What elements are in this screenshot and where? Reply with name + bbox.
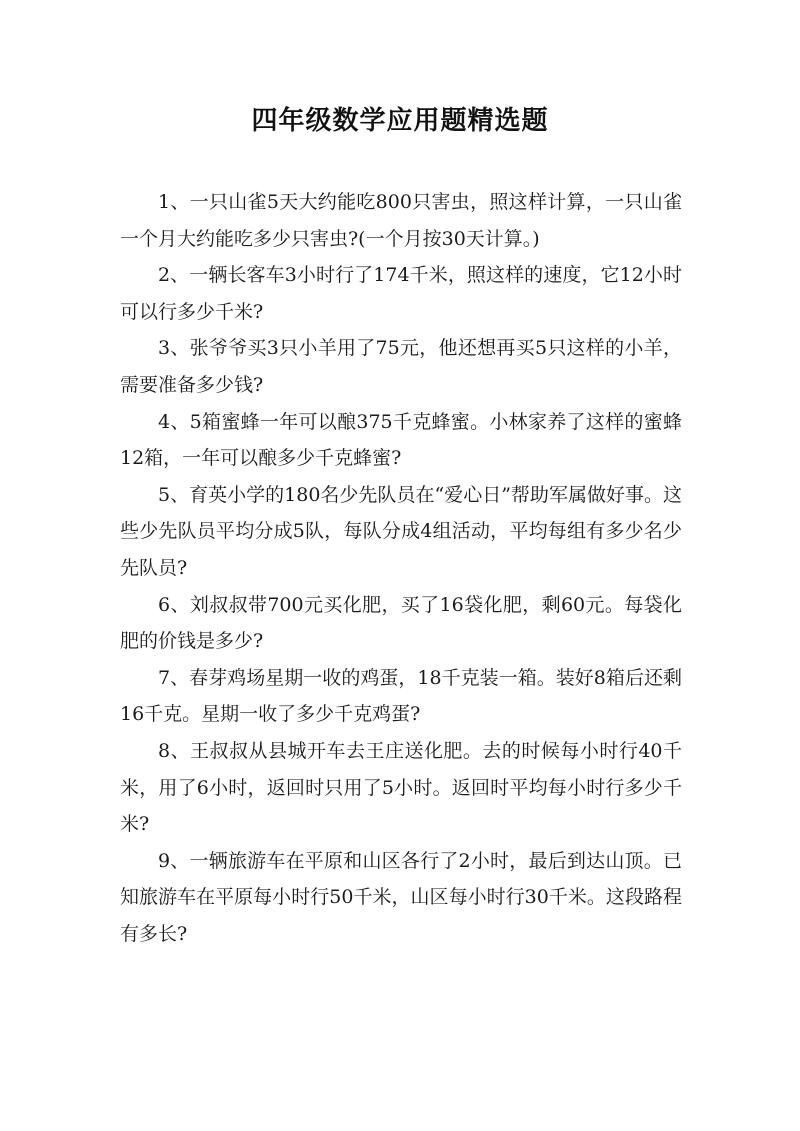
question-item: 1、一只山雀5天大约能吃800只害虫，照这样计算，一只山雀一个月大约能吃多少只害虫?(一个月按30天计算。) xyxy=(120,191,682,250)
question-item: 6、刘叔叔带700元买化肥，买了16袋化肥，剩60元。每袋化肥的价钱是多少? xyxy=(120,593,682,653)
question-item: 3、张爷爷买3只小羊用了75元，他还想再买5只这样的小羊，需要准备多少钱? xyxy=(120,337,682,396)
question-list xyxy=(120,184,682,952)
document-title: 四年级数学应用题精选题 xyxy=(251,106,549,136)
question-item: 5、育英小学的180名少先队员在“爱心日”帮助军属做好事。这些少先队员平均分成5队，每队分成4组活动，平均每组有多少名少先队员? xyxy=(120,483,682,579)
question-item: 2、一辆长客车3小时行了174千米，照这样的速度，它12小时可以行多少千米? xyxy=(120,264,682,323)
question-item: 9、一辆旅游车在平原和山区各行了2小时，最后到达山顶。已知旅游车在平原每小时行50千米，山区每小时行30千米。这段路程有多长? xyxy=(120,849,682,945)
question-item: 4、5箱蜜蜂一年可以酿375千克蜂蜜。小林家养了这样的蜜蜂12箱，一年可以酿多少千克蜂蜜? xyxy=(120,410,682,470)
question-item: 8、王叔叔从县城开车去王庄送化肥。去的时候每小时行40千米，用了6小时，返回时只用了5小时。返回时平均每小时行多少千米? xyxy=(120,739,682,836)
question-item: 7、春芽鸡场星期一收的鸡蛋，18千克装一箱。装好8箱后还剩16千克。星期一收了多少千克鸡蛋? xyxy=(120,666,682,726)
